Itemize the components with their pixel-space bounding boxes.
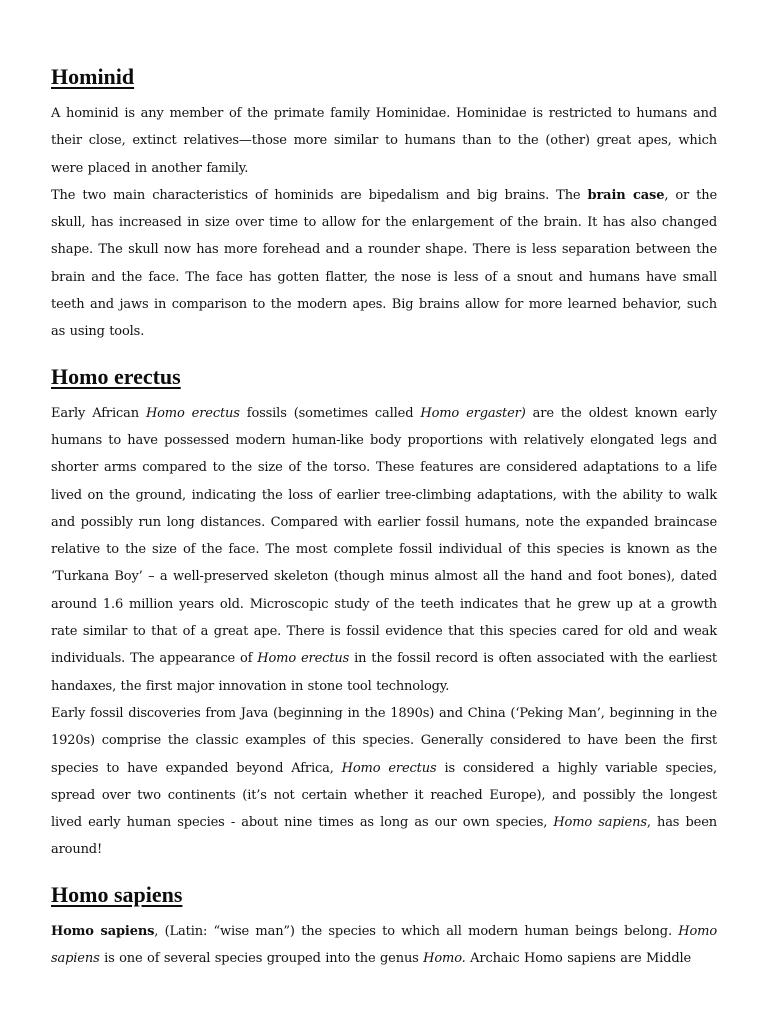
italic-term: Homo erectus bbox=[257, 651, 350, 667]
text-run: Early fossil discoveries from Java (beginning in the 1890s) and China (‘Peking Man’, beginning in the 1920s) comprise the classic examples of this species. Generally considered to have been the first species to have expanded beyond Africa, bbox=[51, 705, 717, 776]
paragraph bbox=[51, 400, 717, 700]
italic-term: Homo sapiens bbox=[553, 815, 647, 831]
bold-term: brain case bbox=[587, 187, 665, 203]
italic-term: Homo. bbox=[423, 951, 466, 967]
bold-term: Homo sapiens bbox=[51, 923, 155, 939]
italic-term: Homo sapiens bbox=[51, 923, 717, 967]
paragraph bbox=[51, 918, 717, 973]
text-run: , or the skull, has increased in size over time to allow for the enlargement of the brain. It has also changed shape. The skull now has more forehead and a rounder shape. There is less separation between the brain and the face. The face has gotten flatter, the nose is less of a snout and humans have small teeth and jaws in comparison to the modern apes. Big brains allow for more learned behavior, such as using tools. bbox=[51, 187, 717, 340]
text-run: is considered a highly variable species, spread over two continents (it’s not certain whether it reached Europe), and possibly the longest lived early human species - about nine times as long as our own species, bbox=[51, 760, 717, 831]
text-run: are the oldest known early humans to have possessed modern human-like body proportions with relatively elongated legs and shorter arms compared to the size of the torso. These features are considered adaptations to a life lived on the ground, indicating the loss of earlier tree-climbing adaptations, with the ability to walk and possibly run long distances. Compared with earlier fossil humans, note the expanded braincase relative to the size of the face. The most complete fossil individual of this species is known as the ‘Turkana Boy’ – a well-preserved skeleton (though minus almost all the hand and foot bones), dated around 1.6 million years old. Microscopic study of the teeth indicates that he grew up at a growth rate similar to that of a great ape. There is fossil evidence that this species cared for old and weak individuals. The appearance of bbox=[51, 405, 717, 667]
paragraph bbox=[51, 182, 717, 346]
text-run: The two main characteristics of hominids are bipedalism and big brains. The bbox=[51, 187, 588, 203]
text-run: is one of several species grouped into the genus bbox=[99, 951, 424, 967]
section-heading: Hominid bbox=[51, 64, 135, 89]
text-run: fossils (sometimes called bbox=[239, 405, 421, 421]
text-run: Early African bbox=[51, 405, 146, 421]
text-run: , has been around! bbox=[51, 815, 717, 858]
text-run: Archaic Homo sapiens are Middle bbox=[465, 951, 692, 967]
italic-term: Homo erectus bbox=[341, 760, 437, 776]
document-page bbox=[51, 62, 717, 988]
paragraph bbox=[51, 700, 717, 864]
section-heading: Homo sapiens bbox=[51, 881, 183, 907]
paragraph bbox=[51, 100, 717, 182]
italic-term: Homo erectus bbox=[145, 405, 240, 421]
text-run: , (Latin: “wise man”) the species to which all modern human beings belong. bbox=[154, 923, 679, 939]
section-homo-erectus bbox=[51, 362, 717, 864]
italic-term: Homo ergaster) bbox=[420, 405, 526, 421]
section-homo-sapiens bbox=[51, 880, 717, 973]
section-heading: Homo erectus bbox=[51, 363, 181, 389]
text-run: in the fossil record is often associated with the earliest handaxes, the first major innovation in stone tool technology. bbox=[51, 651, 717, 694]
section-hominid bbox=[51, 62, 717, 346]
text-run: A hominid is any member of the primate family Hominidae. Hominidae is restricted to humans and their close, extinct relatives—those more similar to humans than to the (other) great apes, which were placed in another family. bbox=[51, 106, 717, 176]
